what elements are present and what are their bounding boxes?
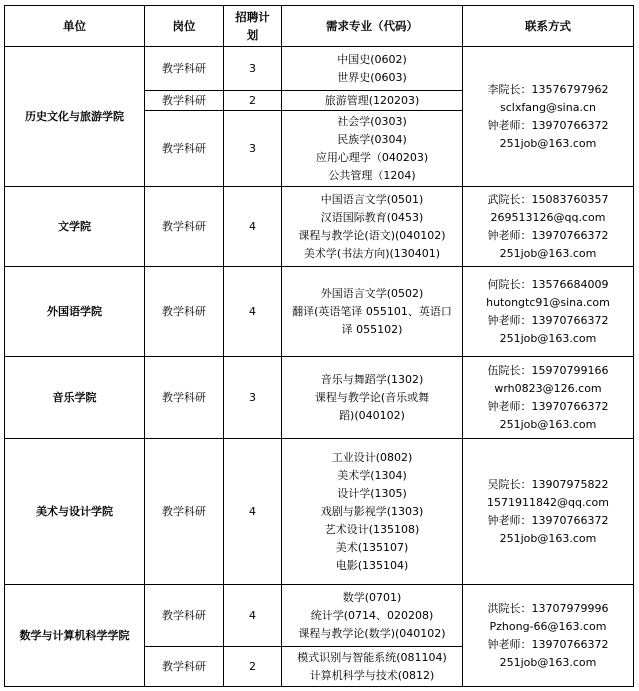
header-unit: 单位 [5,6,145,47]
header-majors: 需求专业（代码） [282,6,463,47]
table-row [5,585,634,647]
table-row [5,47,634,91]
count-cell: 4 [224,267,282,357]
contact-cell: 伍院长：15970799166 wrh0823@126.com 钟老师：13970766372 251job@163.com [463,357,634,439]
contact-cell: 武院长：15083760357 269513126@qq.com 钟老师：13970766372 251job@163.com [463,187,634,267]
recruitment-table [4,5,634,687]
position-cell: 教学科研 [145,187,224,267]
unit-cell: 历史文化与旅游学院 [5,47,145,187]
header-row [5,6,634,47]
count-cell: 4 [224,439,282,585]
contact-cell: 吴院长：13907975822 1571911842@qq.com 钟老师：13970766372 251job@163.com [463,439,634,585]
majors-cell: 模式识别与智能系统(081104) 计算机科学与技术(0812) [282,647,463,687]
table-row [5,439,634,585]
count-cell: 4 [224,585,282,647]
table-row [5,267,634,357]
count-cell: 2 [224,91,282,111]
contact-cell: 李院长：13576797962 sclxfang@sina.cn 钟老师：13970766372 251job@163.com [463,47,634,187]
position-cell: 教学科研 [145,47,224,91]
unit-cell: 音乐学院 [5,357,145,439]
position-cell: 教学科研 [145,439,224,585]
majors-cell: 工业设计(0802) 美术学(1304) 设计学(1305) 戏剧与影视学(1303) 艺术设计(135108) 美术(135107) 电影(135104) [282,439,463,585]
header-position: 岗位 [145,6,224,47]
position-cell: 教学科研 [145,91,224,111]
majors-cell: 数学(0701) 统计学(0714、020208) 课程与教学论(数学)(040102) [282,585,463,647]
majors-cell: 中国语言文学(0501) 汉语国际教育(0453) 课程与教学论(语文)(040102) 美术学(书法方向)(130401) [282,187,463,267]
majors-cell: 外国语言文学(0502) 翻译(英语笔译 055101、英语口 译 055102) [282,267,463,357]
majors-cell: 中国史(0602) 世界史(0603) [282,47,463,91]
majors-cell: 音乐与舞蹈学(1302) 课程与教学论(音乐或舞 蹈)(040102) [282,357,463,439]
header-contact: 联系方式 [463,6,634,47]
contact-cell: 洪院长：13707979996 Pzhong-66@163.com 钟老师：13970766372 251job@163.com [463,585,634,687]
position-cell: 教学科研 [145,111,224,187]
count-cell: 4 [224,187,282,267]
count-cell: 3 [224,357,282,439]
contact-cell: 何院长：13576684009 hutongtc91@sina.com 钟老师：13970766372 251job@163.com [463,267,634,357]
table-row [5,187,634,267]
unit-cell: 数学与计算机科学学院 [5,585,145,687]
position-cell: 教学科研 [145,267,224,357]
unit-cell: 外国语学院 [5,267,145,357]
count-cell: 3 [224,47,282,91]
unit-cell: 美术与设计学院 [5,439,145,585]
count-cell: 2 [224,647,282,687]
majors-cell: 社会学(0303) 民族学(0304) 应用心理学（040203) 公共管理（1204) [282,111,463,187]
majors-cell: 旅游管理(120203) [282,91,463,111]
position-cell: 教学科研 [145,647,224,687]
header-plan: 招聘计 划 [224,6,282,47]
table-row [5,357,634,439]
unit-cell: 文学院 [5,187,145,267]
count-cell: 3 [224,111,282,187]
position-cell: 教学科研 [145,357,224,439]
position-cell: 教学科研 [145,585,224,647]
